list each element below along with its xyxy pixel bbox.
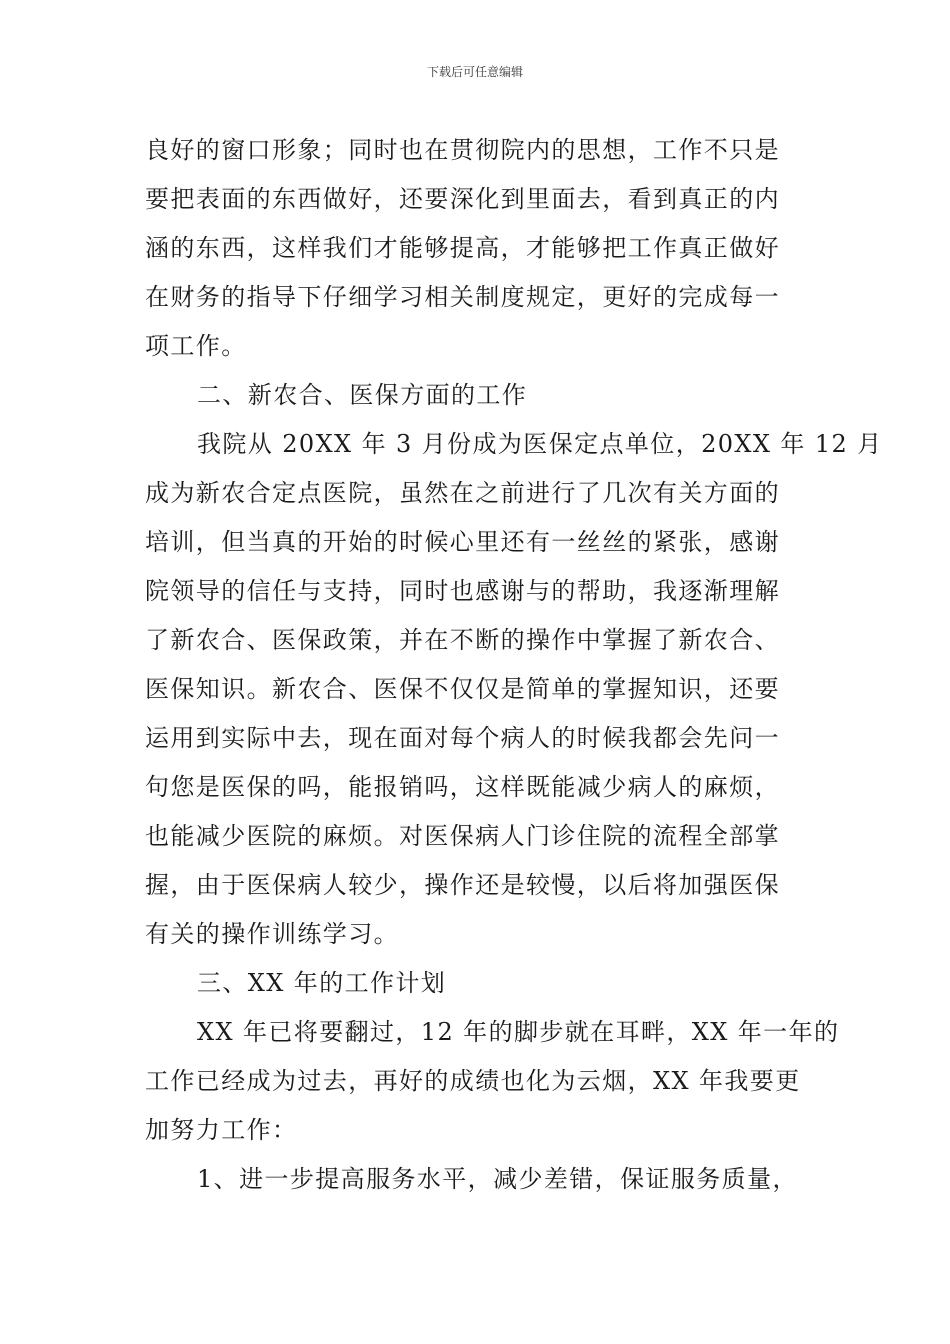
list-item-line: 1、进一步提高服务水平，减少差错，保证服务质量， [197, 1165, 798, 1193]
section-heading: 三、XX 年的工作计划 [197, 969, 447, 997]
text-line: 在财务的指导下仔细学习相关制度规定，更好的完成每一 [145, 283, 780, 311]
page-header: 下载后可任意编辑 [426, 65, 523, 79]
text-line: 涵的东西，这样我们才能够提高，才能够把工作真正做好 [145, 234, 780, 262]
text-line: 也能减少医院的麻烦。对医保病人门诊住院的流程全部掌 [145, 822, 780, 850]
section-heading: 二、新农合、医保方面的工作 [197, 381, 528, 409]
document-body [145, 126, 883, 1204]
paragraph-start-line: XX 年已将要翻过，12 年的脚步就在耳畔，XX 年一年的 [197, 1018, 840, 1046]
text-line: 握，由于医保病人较少，操作还是较慢，以后将加强医保 [145, 871, 780, 899]
paragraph-start-line: 我院从 20XX 年 3 月份成为医保定点单位，20XX 年 12 月 [197, 430, 883, 458]
text-line: 医保知识。新农合、医保不仅仅是简单的掌握知识，还要 [145, 675, 780, 703]
text-line: 工作已经成为过去，再好的成绩也化为云烟，XX 年我要更 [145, 1067, 801, 1095]
text-line: 句您是医保的吗，能报销吗，这样既能减少病人的麻烦， [145, 773, 780, 801]
text-line: 成为新农合定点医院，虽然在之前进行了几次有关方面的 [145, 479, 780, 507]
text-line: 了新农合、医保政策，并在不断的操作中掌握了新农合、 [145, 626, 780, 654]
text-line: 良好的窗口形象；同时也在贯彻院内的思想，工作不只是 [145, 136, 780, 164]
text-line: 要把表面的东西做好，还要深化到里面去，看到真正的内 [145, 185, 780, 213]
text-line: 院领导的信任与支持，同时也感谢与的帮助，我逐渐理解 [145, 577, 780, 605]
text-line: 培训，但当真的开始的时候心里还有一丝丝的紧张，感谢 [145, 528, 780, 556]
text-line: 加努力工作： [145, 1116, 298, 1144]
text-line: 项工作。 [145, 332, 247, 360]
text-line: 运用到实际中去，现在面对每个病人的时候我都会先问一 [145, 724, 780, 752]
text-line: 有关的操作训练学习。 [145, 920, 399, 948]
